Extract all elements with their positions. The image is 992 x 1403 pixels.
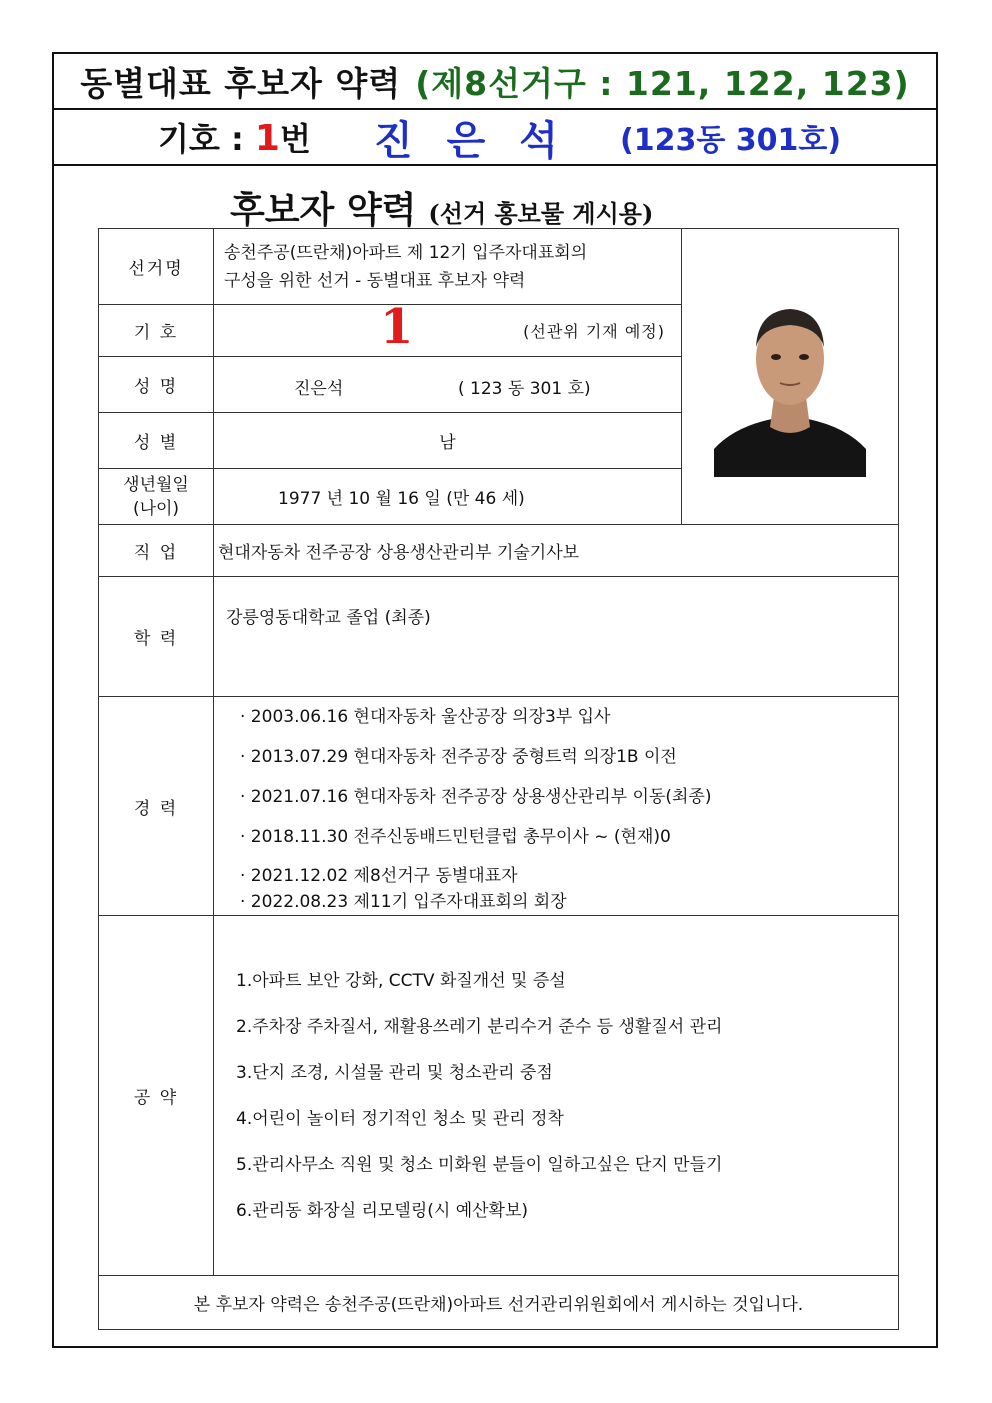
symbol-heading [158, 114, 311, 160]
career-item: · 2003.06.16 현대자동차 울산공장 의장3부 입사 [240, 707, 611, 727]
name-value: 진은석 [294, 379, 344, 399]
row-job [99, 525, 899, 577]
election-label: 선거명 [99, 229, 214, 305]
career-item: · 2018.11.30 전주신동배드민턴클럽 총무이사 ~ (현재)0 [240, 827, 671, 847]
row-career [99, 697, 899, 916]
title-district: (제8선거구 : 121, 122, 123) [415, 63, 910, 103]
birth-value: 1977 년 10 월 16 일 (만 46 세) [214, 469, 682, 525]
career-item: · 2013.07.29 현대자동차 전주공장 중형트럭 의장1B 이전 [240, 747, 677, 767]
footer-note: 본 후보자 약력은 송천주공(뜨란채)아파트 선거관리위원회에서 게시하는 것입니다. [99, 1276, 899, 1330]
pledge-list [214, 916, 899, 1276]
career-label: 경 력 [99, 697, 214, 916]
name-label: 성 명 [99, 357, 214, 413]
career-list [214, 697, 899, 916]
candidate-header [54, 110, 936, 166]
document-title [54, 54, 936, 110]
pledge-item: 6.관리동 화장실 리모델링(시 예산확보) [236, 1200, 529, 1221]
name-address: ( 123 동 301 호) [458, 379, 591, 399]
edu-label: 학 력 [99, 577, 214, 697]
career-item: · 2021.07.16 현대자동차 전주공장 상용생산관리부 이동(최종) [240, 787, 712, 807]
career-item: · 2021.12.02 제8선거구 동별대표자 [240, 866, 518, 886]
pledge-item: 5.관리사무소 직원 및 청소 미화원 분들이 일하고싶은 단지 만들기 [236, 1154, 723, 1175]
profile-table [98, 228, 899, 1330]
gender-label: 성 별 [99, 413, 214, 469]
election-line-1: 송천주공(뜨란채)아파트 제 12기 입주자대표회의 [224, 242, 588, 263]
name-row-value [214, 357, 682, 413]
row-pledges [99, 916, 899, 1276]
symbol-row-label: 기 호 [99, 305, 214, 357]
candidate-address: (123동 301호) [620, 123, 842, 158]
election-line-2: 구성을 위한 선거 - 동별대표 후보자 약력 [224, 270, 526, 291]
section-title [230, 182, 653, 233]
symbol-suffix: 번 [279, 120, 311, 158]
job-value: 현대자동차 전주공장 상용생산관리부 기술기사보 [214, 525, 899, 577]
section-title-main: 후보자 약력 [230, 189, 417, 231]
portrait-icon [714, 277, 866, 477]
gender-value: 남 [214, 413, 682, 469]
section-title-note: (선거 홍보물 게시용) [428, 199, 654, 228]
title-main: 동별대표 후보자 약력 [80, 63, 402, 103]
document-frame [52, 52, 938, 1348]
pledge-item: 2.주차장 주차질서, 재활용쓰레기 분리수거 준수 등 생활질서 관리 [236, 1016, 723, 1037]
election-value [214, 229, 682, 305]
candidate-name: 진은석 [374, 117, 592, 164]
career-item: · 2022.08.23 제11기 입주자대표회의 회장 [240, 892, 567, 912]
symbol-label: 기호 : [158, 120, 255, 158]
edu-value: 강릉영동대학교 졸업 (최종) [214, 577, 899, 697]
birth-label-2: (나이) [132, 498, 180, 519]
birth-label [99, 469, 214, 525]
pledge-item: 3.단지 조경, 시설물 관리 및 청소관리 중점 [236, 1062, 553, 1083]
symbol-note: (선관위 기재 예정) [523, 322, 665, 341]
row-education [99, 577, 899, 697]
pledge-label: 공 약 [99, 916, 214, 1276]
photo-cell [682, 229, 899, 525]
row-election [99, 229, 899, 305]
birth-label-1: 생년월일 [123, 474, 189, 495]
symbol-value: 1 [380, 299, 414, 355]
symbol-number: 1 [254, 118, 280, 159]
pledge-item: 1.아파트 보안 강화, CCTV 화질개선 및 증설 [236, 970, 566, 991]
candidate-photo [714, 277, 866, 477]
pledge-item: 4.어린이 놀이터 정기적인 청소 및 관리 정착 [236, 1108, 564, 1129]
job-label: 직 업 [99, 525, 214, 577]
row-footer [99, 1276, 899, 1330]
symbol-row-value [214, 299, 682, 357]
